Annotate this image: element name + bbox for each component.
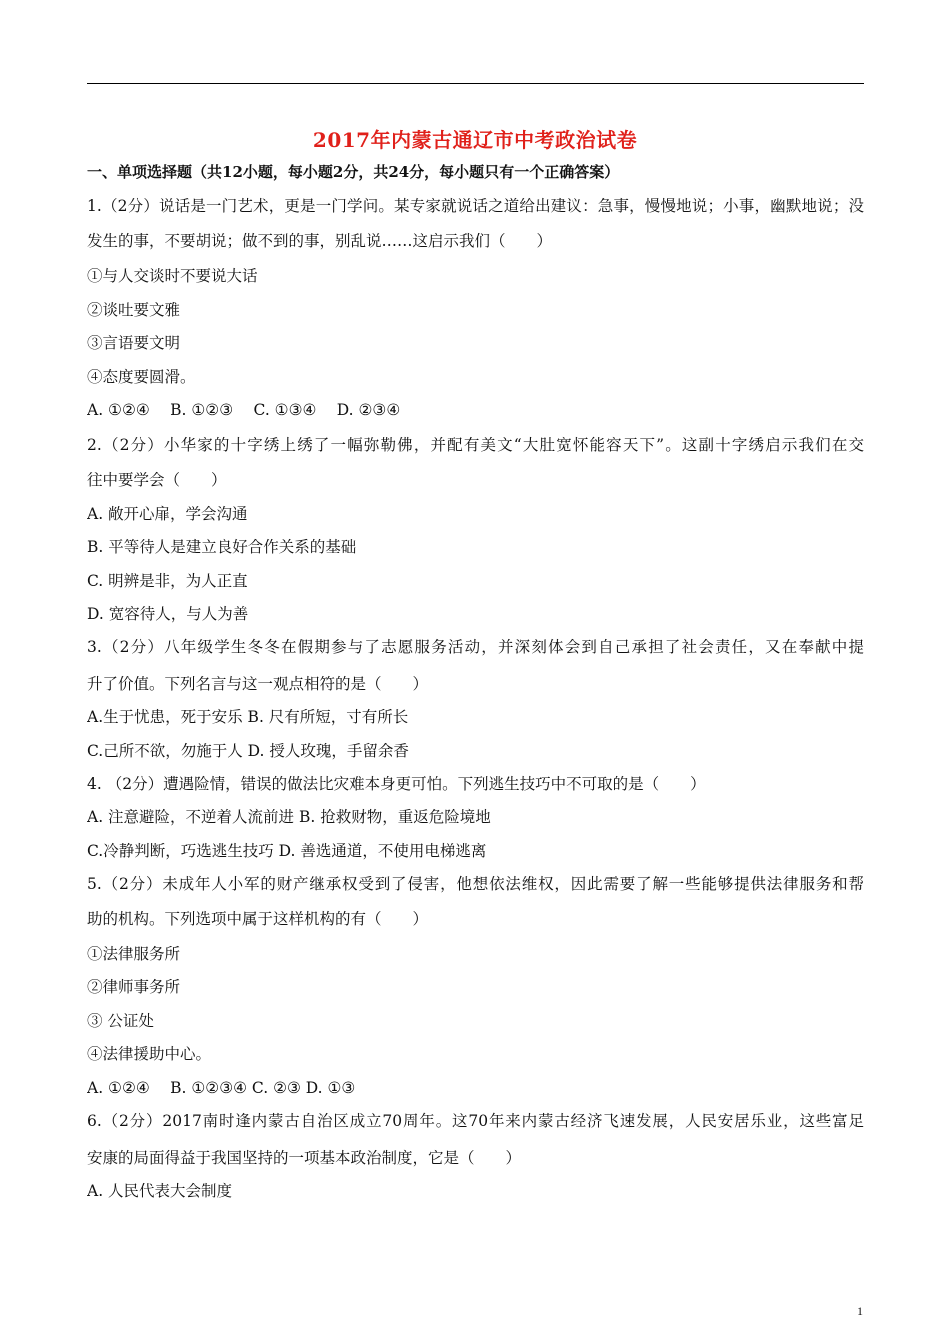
q3-stem-line-1: 3.（2分）八年级学生冬冬在假期参与了志愿服务活动，并深刻体会到自己承担了社会责任，又在奉献中提 bbox=[87, 638, 864, 656]
q2-stem-line-2: 往中要学会（ ） bbox=[87, 471, 227, 489]
q2-option-c: C. 明辨是非，为人正直 bbox=[87, 572, 248, 590]
section-heading: 一、单项选择题（共12小题，每小题2分，共24分，每小题只有一个正确答案） bbox=[87, 163, 620, 181]
q2-option-b: B. 平等待人是建立良好合作关系的基础 bbox=[87, 538, 357, 556]
q1-item-1: ①与人交谈时不要说大话 bbox=[87, 267, 258, 285]
page-title: 2017年内蒙古通辽市中考政治试卷 bbox=[312, 128, 638, 152]
q1-item-3: ③言语要文明 bbox=[87, 334, 181, 352]
q5-stem-line-1: 5.（2分）未成年人小军的财产继承权受到了侵害，他想依法维权，因此需要了解一些能够提供法律服务和帮 bbox=[87, 875, 864, 893]
q1-item-4: ④态度要圆滑。 bbox=[87, 368, 196, 386]
q1-item-2: ②谈吐要文雅 bbox=[87, 301, 181, 319]
q5-item-4: ④法律援助中心。 bbox=[87, 1045, 212, 1063]
q1-stem-line-2: 发生的事，不要胡说；做不到的事，别乱说……这启示我们（ ） bbox=[87, 232, 553, 250]
q4-options-line-2: C.冷静判断，巧选逃生技巧 D. 善选通道，不使用电梯逃离 bbox=[87, 842, 487, 860]
header-rule bbox=[87, 83, 864, 84]
q5-options: A. ①②④ B. ①②③④ C. ②③ D. ①③ bbox=[87, 1079, 356, 1097]
q2-option-d: D. 宽容待人，与人为善 bbox=[87, 605, 249, 623]
q3-options-line-1: A.生于忧患，死于安乐 B. 尺有所短，寸有所长 bbox=[87, 708, 409, 726]
q3-stem-line-2: 升了价值。下列名言与这一观点相符的是（ ） bbox=[87, 675, 429, 693]
page-number: 1 bbox=[857, 1304, 863, 1318]
q3-options-line-2: C.己所不欲，勿施于人 D. 授人玫瑰，手留余香 bbox=[87, 742, 409, 760]
q5-item-3: ③ 公证处 bbox=[87, 1012, 154, 1030]
q6-option-a: A. 人民代表大会制度 bbox=[87, 1182, 233, 1200]
q4-stem-line-1: 4. （2分）遭遇险情，错误的做法比灾难本身更可怕。下列逃生技巧中不可取的是（ ） bbox=[87, 775, 706, 793]
q1-stem-line-1: 1.（2分）说话是一门艺术，更是一门学问。某专家就说话之道给出建议：急事，慢慢地说；小事，幽默地说；没 bbox=[87, 197, 864, 215]
q5-item-1: ①法律服务所 bbox=[87, 945, 181, 963]
q4-options-line-1: A. 注意避险，不逆着人流前进 B. 抢救财物，重返危险境地 bbox=[87, 808, 491, 826]
q6-stem-line-1: 6.（2分）2017南时逢内蒙古自治区成立70周年。这70年来内蒙古经济飞速发展，人民安居乐业，这些富足 bbox=[87, 1112, 864, 1130]
q6-stem-line-2: 安康的局面得益于我国坚持的一项基本政治制度，它是（ ） bbox=[87, 1149, 522, 1167]
q1-options: A. ①②④ B. ①②③ C. ①③④ D. ②③④ bbox=[87, 401, 401, 419]
q2-option-a: A. 敞开心扉，学会沟通 bbox=[87, 505, 248, 523]
q2-stem-line-1: 2.（2分）小华家的十字绣上绣了一幅弥勒佛，并配有美文“大肚宽怀能容天下”。这副十字绣启示我们在交 bbox=[87, 436, 864, 454]
q5-item-2: ②律师事务所 bbox=[87, 978, 181, 996]
q5-stem-line-2: 助的机构。下列选项中属于这样机构的有（ ） bbox=[87, 910, 429, 928]
